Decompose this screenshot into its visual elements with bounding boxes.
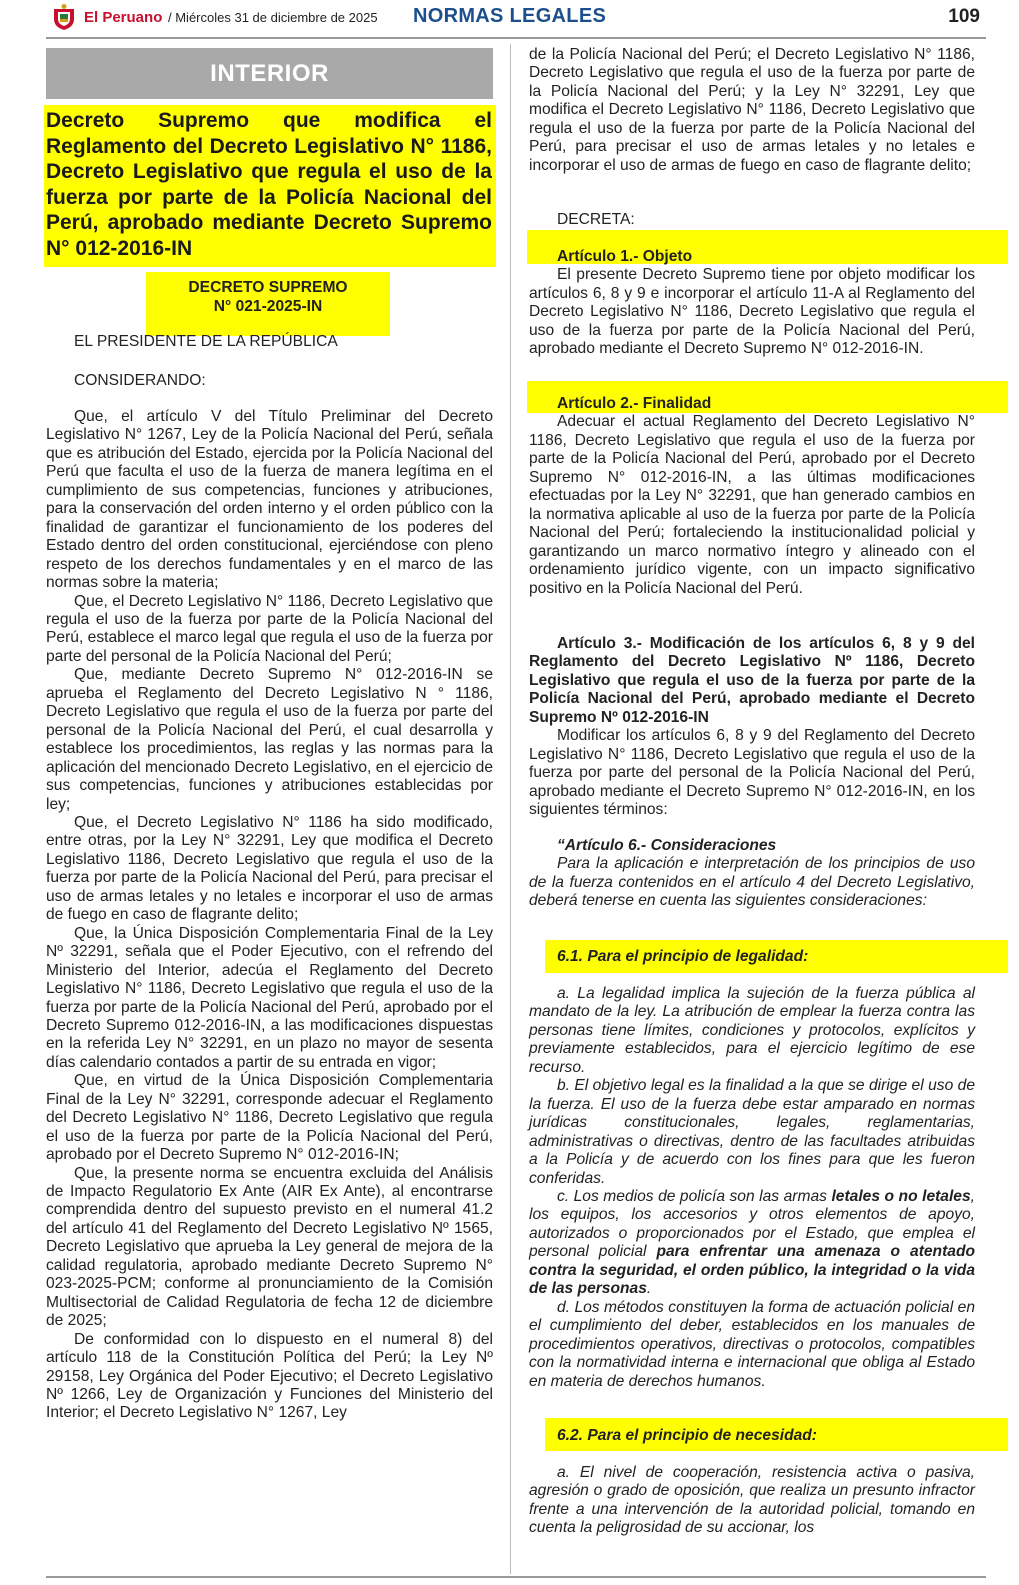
page-number: 109 <box>948 6 980 27</box>
section-6-2-heading-wrap <box>529 1427 975 1445</box>
section-6-1-heading-wrap <box>529 948 975 966</box>
section-6-1 <box>529 985 975 1391</box>
paragraph: c. Los medios de policía son las armas letales o no letales, los equipos, los accesorios y otros elementos de apoyo, autorizados o proporcionados por el Estado, que emplea el personal policial para enfrentar una amenaza o atentado contra la seguridad, el orden público, la integridad o la vida de las personas. <box>529 1187 975 1298</box>
article-6 <box>529 837 975 911</box>
peru-coat-of-arms-icon <box>50 3 78 31</box>
header-divider <box>46 37 986 39</box>
paragraph: Que, la Única Disposición Complementaria Final de la Ley Nº 32291, señala que el Poder Ejecutivo, con el refrendo del Ministerio del Interior, adecúa el Reglamento del Decreto Legislativo N° 1186, Decreto Legislativo que regula el uso de la fuerza por parte de la Policía Nacional del Perú, aprobado por el Decreto Supremo 012-2016-IN, a las modificaciones dispuestas en la referida Ley N° 32291, en un plazo no mayor de sesenta días calendario contados a partir de su entrada en vigor; <box>46 924 493 1071</box>
president-line: EL PRESIDENTE DE LA REPÚBLICA <box>74 333 338 350</box>
article-heading: Artículo 1.- Objeto <box>557 248 693 265</box>
decree-number <box>146 278 390 316</box>
category-banner: INTERIOR <box>46 48 493 99</box>
considerandos-body <box>46 408 493 1423</box>
decreta-line: DECRETA: <box>557 211 635 228</box>
paragraph: De conformidad con lo dispuesto en el numeral 8) del artículo 118 de la Constitución Política del Perú; la Ley Nº 29158, Ley Orgánica del Poder Ejecutivo; el Decreto Legislativo Nº 1266, Ley de Organización y Funciones del Ministerio del Interior; el Decreto Legislativo N° 1267, Ley <box>46 1330 493 1422</box>
paragraph: b. El objetivo legal es la finalidad a la que se dirige el uso de la fuerza. El uso de la fuerza debe estar amparado en normas jurídicas constitucionales, legales, reglamentarias, administrativas o directivas, dentro de las facultades atribuidas a la Policía y de acuerdo con los fines para que les fueron conferidas. <box>529 1077 975 1187</box>
section-heading: 6.2. Para el principio de necesidad: <box>557 1427 817 1444</box>
article-heading: “Artículo 6.- Consideraciones <box>557 837 777 854</box>
paragraph: Que, el Decreto Legislativo N° 1186, Decreto Legislativo que regula el uso de la fuerza por parte de la Policía Nacional del Perú, establece el marco legal que regula el uso de la fuerza por parte del personal de la Policía Nacional del Perú; <box>46 592 493 665</box>
paragraph: Que, el Decreto Legislativo N° 1186 ha sido modificado, entre otras, por la Ley N° 32291, Ley que modifica el Decreto Legislativo 1186, Decreto Legislativo que regula el uso de la fuerza por parte de la Policía Nacional del Perú, para precisar el uso de armas letales y no letales e incorporar el uso de armas de fuego en caso de flagrante delito; <box>46 813 493 924</box>
decree-title: Decreto Supremo que modifica el Reglamento del Decreto Legislativo N° 1186, Decreto Legislativo que regula el uso de la fuerza por parte de la Policía Nacional del Perú, aprobado mediante Decreto Supremo N° 012-2016-IN <box>46 109 492 260</box>
paragraph: Que, la presente norma se encuentra excluida del Análisis de Impacto Regulatorio Ex Ante (AIR Ex Ante), al encontrarse comprendida dentro del supuesto previsto en el numeral 41.2 del artículo 41 del Reglamento del Decreto Legislativo Nº 1565, Decreto Legislativo que aprueba la Ley general de mejora de la calidad regulatoria, aprobado mediante Decreto Supremo N° 023-2025-PCM; conforme al pronunciamiento de la Comisión Multisectorial de Calidad Regulatoria de fecha 12 de diciembre de 2025; <box>46 1164 493 1330</box>
footer-divider <box>46 1576 986 1578</box>
considerando-line: CONSIDERANDO: <box>74 372 206 389</box>
paragraph: Que, mediante Decreto Supremo N° 012-2016-IN se aprueba el Reglamento del Decreto Legislativo N ° 1186, Decreto Legislativo que regula el uso de la fuerza por parte del personal de la Policía Nacional del Perú, el cual desarrolla y establece los procedimientos, las reglas y las normas para la aplicación del mencionado Decreto Legislativo, en el ejercicio de sus competencias, funciones y atribuciones establecidas por ley; <box>46 666 493 813</box>
decree-number-line-2: N° 021-2025-IN <box>213 298 323 315</box>
article-3 <box>529 635 975 820</box>
right-continuation <box>529 46 975 175</box>
section-6-2 <box>529 1464 975 1538</box>
section-heading: 6.1. Para el principio de legalidad: <box>557 948 809 965</box>
paragraph: Que, en virtud de la Única Disposición Complementaria Final de la Ley N° 32291, corresponde adecuar el Reglamento del Decreto Legislativo N° 1186, Decreto Legislativo que regula el uso de la fuerza por parte de la Policía Nacional del Perú, aprobado por el Decreto Supremo N° 012-2016-IN; <box>46 1072 493 1164</box>
paragraph: d. Los métodos constituyen la forma de actuación policial en el cumplimiento del deber, establecidos en los manuales de procedimientos operativos, directivas o protocolos, compatibles con la normatividad interna e internacional que obliga al Estado en materia de derechos humanos. <box>529 1298 975 1390</box>
brand-name: El Peruano <box>84 9 163 26</box>
paragraph: a. La legalidad implica la sujeción de la fuerza pública al mandato de la ley. La atribución de emplear la fuerza contra las personas tiene límites, condiciones y protocolos, explícitos y previamente establecidos, para el ejercicio legítimo de ese recurso. <box>529 985 975 1076</box>
article-heading: Artículo 2.- Finalidad <box>557 395 712 412</box>
section-title: NORMAS LEGALES <box>413 5 607 27</box>
paragraph: Para la aplicación e interpretación de los principios de uso de la fuerza contenidos en el artículo 4 del Decreto Legislativo, deberá tenerse en cuenta las siguientes consideraciones: <box>529 855 975 910</box>
column-divider <box>510 44 511 1574</box>
page-header <box>46 0 986 36</box>
article-heading: Artículo 3.- Modificación de los artículos 6, 8 y 9 del Reglamento del Decreto Legislativo Nº 1186, Decreto Legislativo que regula el uso de la fuerza por parte de la Policía Nacional del Perú, aprobado mediante el Decreto Supremo Nº 012-2016-IN <box>529 635 975 726</box>
article-2 <box>529 395 975 598</box>
paragraph: Modificar los artículos 6, 8 y 9 del Reglamento del Decreto Legislativo N° 1186, Decreto Legislativo que regula el uso de la fuerza por parte del personal de la Policía Nacional del Perú, aprobado mediante el Decreto Supremo N° 012-2016-IN, en los siguientes términos: <box>529 727 975 819</box>
paragraph: de la Policía Nacional del Perú; el Decreto Legislativo N° 1186, Decreto Legislativo que regula el uso de la fuerza por parte de la Policía Nacional del Perú; y la Ley N° 32291, Ley que modifica el Decreto Legislativo N° 1186, Decreto Legislativo que regula el uso de la fuerza por parte de la Policía Nacional del Perú, para precisar el uso de armas letales y no letales e incorporar el uso de armas de fuego en caso de flagrante delito; <box>529 46 975 174</box>
paragraph: El presente Decreto Supremo tiene por objeto modificar los artículos 6, 8 y 9 e incorporar el artículo 11-A al Reglamento del Decreto Legislativo N° 1186, Decreto Legislativo que regula el uso de la fuerza por parte de la Policía Nacional del Perú, aprobado mediante el Decreto Supremo N° 012-2016-IN. <box>529 266 975 358</box>
article-1 <box>529 248 975 359</box>
paragraph: a. El nivel de cooperación, resistencia activa o pasiva, agresión o grado de oposición, que realiza un presunto infractor frente a una intervención de la autoridad policial, tomando en cuenta la peligrosidad de su accionar, los <box>529 1464 975 1537</box>
header-date: / Miércoles 31 de diciembre de 2025 <box>168 10 378 25</box>
paragraph: Adecuar el actual Reglamento del Decreto Legislativo N° 1186, Decreto Legislativo que regula el uso de la fuerza por parte de la Policía Nacional del Perú, aprobado por el Decreto Supremo N° 012-2016-IN, a las últimas modificaciones efectuadas por la Ley N° 32291, que han generado cambios en la normativa aplicable al uso de la fuerza por parte de la Policía Nacional del Perú; fortaleciendo la institucionalidad policial y garantizando un marco normativo íntegro y alineado con el ordenamiento jurídico vigente, con un impacto significativo positivo en la Policía Nacional del Perú. <box>529 413 975 597</box>
decree-number-line-1: DECRETO SUPREMO <box>188 279 348 296</box>
paragraph: Que, el artículo V del Título Preliminar del Decreto Legislativo N° 1267, Ley de la Policía Nacional del Perú, señala que es atribución del Estado, ejercida por la Policía Nacional del Perú que faculta el uso de la fuerza de manera legítima en el cumplimiento de sus competencias, funciones y atribuciones, para la conservación del orden interno y el orden público con la finalidad de garantizar el funcionamiento de los poderes del Estado dentro del orden constitucional, ejerciéndose con pleno respeto de los derechos fundamentales y en el marco de las normas sobre la materia; <box>46 408 493 592</box>
